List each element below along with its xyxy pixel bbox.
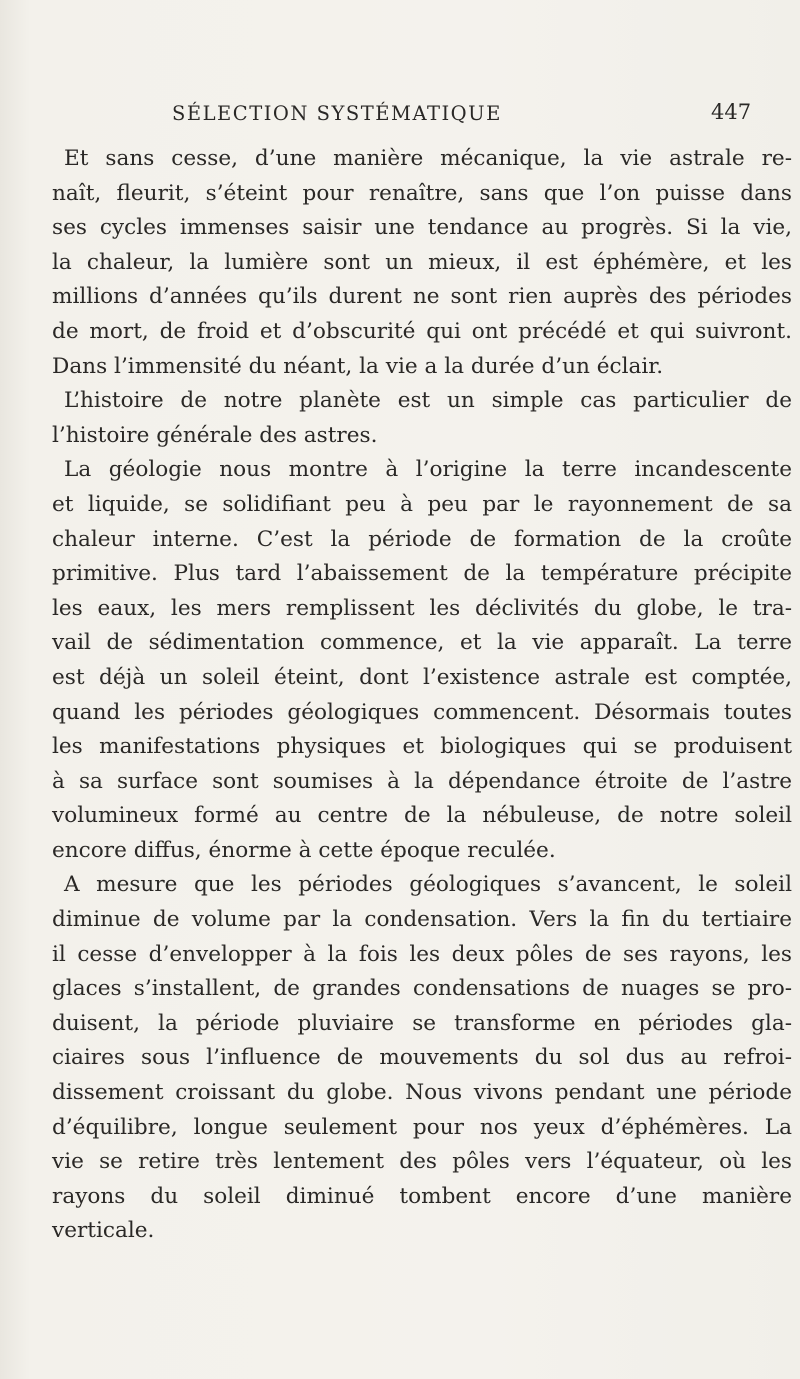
text-line: est déjà un soleil éteint, dont l’existence astrale est comptée, xyxy=(52,664,792,690)
text-line: Dans l’immensité du néant, la vie a la durée d’un éclair. xyxy=(52,353,664,379)
paragraph xyxy=(52,384,792,453)
text-line: la chaleur, la lumière sont un mieux, il est éphémère, et les xyxy=(52,249,792,275)
text-line: Et sans cesse, d’une manière mécanique, la vie astrale re- xyxy=(64,146,792,171)
text-line: glaces s’installent, de grandes condensations de nuages se pro- xyxy=(52,976,792,1002)
text-line: les manifestations physiques et biologiques qui se produisent xyxy=(52,734,792,760)
text-line: dissement croissant du globe. Nous vivons pendant une période xyxy=(52,1080,792,1106)
text-line: volumineux formé au centre de la nébuleuse, de notre soleil xyxy=(52,803,792,829)
text-line: verticale. xyxy=(52,1218,155,1244)
text-line: primitive. Plus tard l’abaissement de la température précipite xyxy=(52,561,792,587)
paragraph xyxy=(52,868,792,1249)
running-title: SÉLECTION SYSTÉMATIQUE xyxy=(172,102,502,125)
text-line: quand les périodes géologiques commencent. Désormais toutes xyxy=(52,699,792,725)
text-line: vie se retire très lentement des pôles vers l’équateur, où les xyxy=(52,1149,792,1175)
text-line: ciaires sous l’influence de mouvements du sol dus au refroi- xyxy=(52,1045,792,1071)
text-line: de mort, de froid et d’obscurité qui ont précédé et qui suivront. xyxy=(52,318,792,344)
text-line: millions d’années qu’ils durent ne sont rien auprès des périodes xyxy=(52,284,792,310)
page-header xyxy=(0,102,800,132)
text-line: encore diffus, énorme à cette époque reculée. xyxy=(52,837,556,863)
text-line: ses cycles immenses saisir une tendance au progrès. Si la vie, xyxy=(52,215,792,241)
text-line: rayons du soleil diminué tombent encore d’une manière xyxy=(52,1183,792,1209)
text-line: il cesse d’envelopper à la fois les deux pôles de ses rayons, les xyxy=(52,941,792,967)
text-line: les eaux, les mers remplissent les déclivités du globe, le tra- xyxy=(52,595,792,621)
text-line: naît, fleurit, s’éteint pour renaître, sans que l’on puisse dans xyxy=(52,180,792,206)
paragraph xyxy=(52,142,792,384)
text-line: vail de sédimentation commence, et la vie apparaît. La terre xyxy=(52,630,792,656)
page-number: 447 xyxy=(711,100,752,124)
text-line: diminue de volume par la condensation. Vers la fin du tertiaire xyxy=(52,907,792,933)
text-line: duisent, la période pluviaire se transforme en périodes gla- xyxy=(52,1010,792,1036)
text-line: l’histoire générale des astres. xyxy=(52,422,378,448)
text-line: chaleur interne. C’est la période de formation de la croûte xyxy=(52,526,792,552)
text-line: et liquide, se solidifiant peu à peu par le rayonnement de sa xyxy=(52,491,792,517)
text-line: A mesure que les périodes géologiques s’avancent, le soleil xyxy=(64,872,792,898)
body-text xyxy=(52,142,792,1249)
text-line: d’équilibre, longue seulement pour nos yeux d’éphémères. La xyxy=(52,1114,792,1140)
text-line: La géologie nous montre à l’origine la terre incandescente xyxy=(64,457,792,483)
paragraph xyxy=(52,453,792,868)
text-line: à sa surface sont soumises à la dépendance étroite de l’astre xyxy=(52,768,792,794)
text-line: L’histoire de notre planète est un simple cas particulier de xyxy=(64,388,792,414)
